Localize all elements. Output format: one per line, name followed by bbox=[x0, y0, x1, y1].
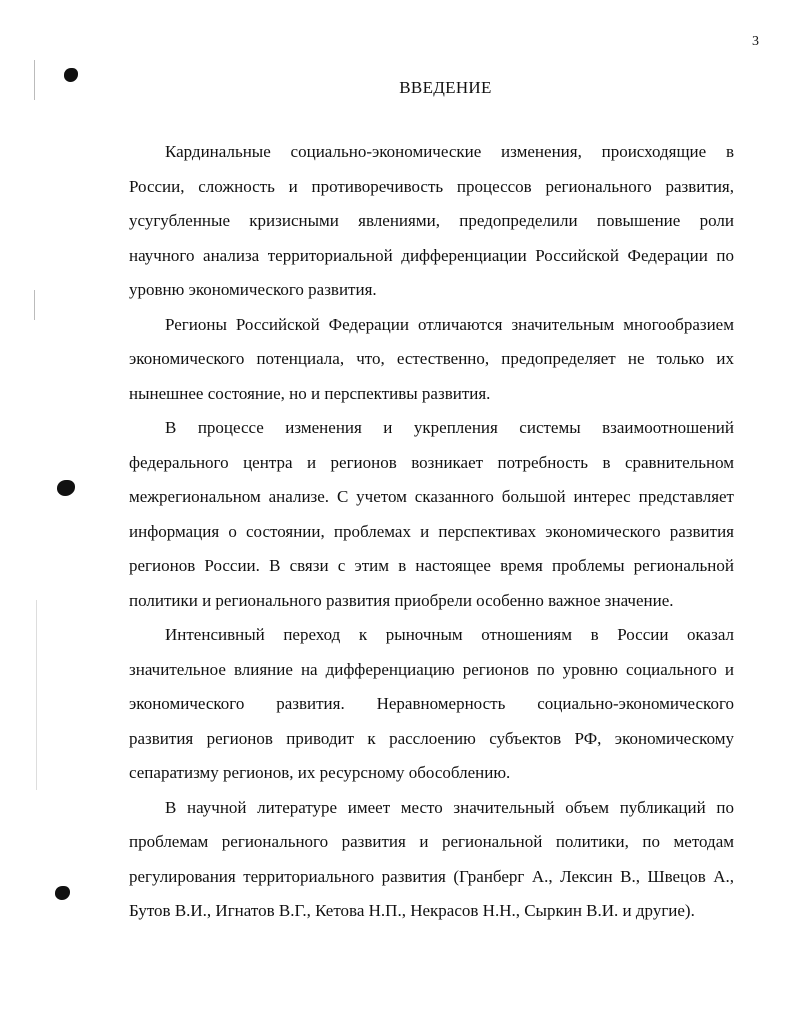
paragraph-line: межрегиональном анализе. С учетом сказанного большой интерес представляет bbox=[129, 487, 734, 506]
page-title: ВВЕДЕНИЕ bbox=[399, 78, 492, 97]
paragraph-line: значительное влияние на дифференциацию регионов по уровню социального и bbox=[129, 659, 734, 679]
paragraph-line: развития регионов приводит к расслоению субъектов РФ, экономическому bbox=[129, 728, 734, 748]
paragraph-line: информация о состоянии, проблемах и перспективах экономического развития bbox=[129, 521, 734, 541]
paragraph-line: регионов России. В связи с этим в настоящее время проблемы региональной bbox=[129, 556, 734, 575]
paragraph-line: усугубленные кризисными явлениями, предопределили повышение роли bbox=[129, 211, 734, 230]
document-body bbox=[129, 141, 734, 935]
paragraph-line: России, сложность и противоречивость процессов регионального развития, bbox=[129, 176, 734, 196]
paragraph-line: федерального центра и регионов возникает потребность в сравнительном bbox=[129, 452, 734, 472]
paragraph-line: Кардинальные социально-экономические изменения, происходящие в bbox=[165, 142, 734, 161]
page-number: 3 bbox=[752, 34, 759, 49]
paragraph-line: проблемам регионального развития и региональной политики, по методам bbox=[129, 832, 734, 851]
scan-edge-mark bbox=[34, 60, 35, 100]
paragraph-line: нынешнее состояние, но и перспективы развития. bbox=[129, 383, 491, 403]
scan-blot-mark bbox=[57, 480, 75, 496]
paragraph-line: регулирования территориального развития (Гранберг А., Лексин В., Швецов А., bbox=[129, 866, 734, 886]
paragraph-line: Интенсивный переход к рыночным отношениям в России оказал bbox=[165, 625, 734, 644]
paragraph-line: уровню экономического развития. bbox=[129, 280, 377, 299]
paragraph-line: Бутов В.И., Игнатов В.Г., Кетова Н.П., Некрасов Н.Н., Сыркин В.И. и другие). bbox=[129, 901, 695, 920]
paragraph-line: В процессе изменения и укрепления системы взаимоотношений bbox=[165, 418, 734, 437]
paragraph-line: Регионы Российской Федерации отличаются значительным многообразием bbox=[165, 314, 734, 334]
paragraph-line: экономического развития. Неравномерность социально-экономического bbox=[129, 694, 734, 713]
paragraph-line: экономического потенциала, что, естественно, предопределяет не только их bbox=[129, 349, 734, 368]
scan-blot-mark bbox=[55, 886, 70, 900]
scan-edge-mark bbox=[34, 290, 35, 320]
paragraph-line: научного анализа территориальной дифференциации Российской Федерации по bbox=[129, 245, 734, 265]
paragraph-line: В научной литературе имеет место значительный объем публикаций по bbox=[165, 797, 734, 817]
paragraph-line: политики и регионального развития приобрели особенно важное значение. bbox=[129, 590, 674, 610]
scan-edge-mark bbox=[36, 600, 37, 790]
paragraph-line: сепаратизму регионов, их ресурсному обособлению. bbox=[129, 763, 511, 782]
